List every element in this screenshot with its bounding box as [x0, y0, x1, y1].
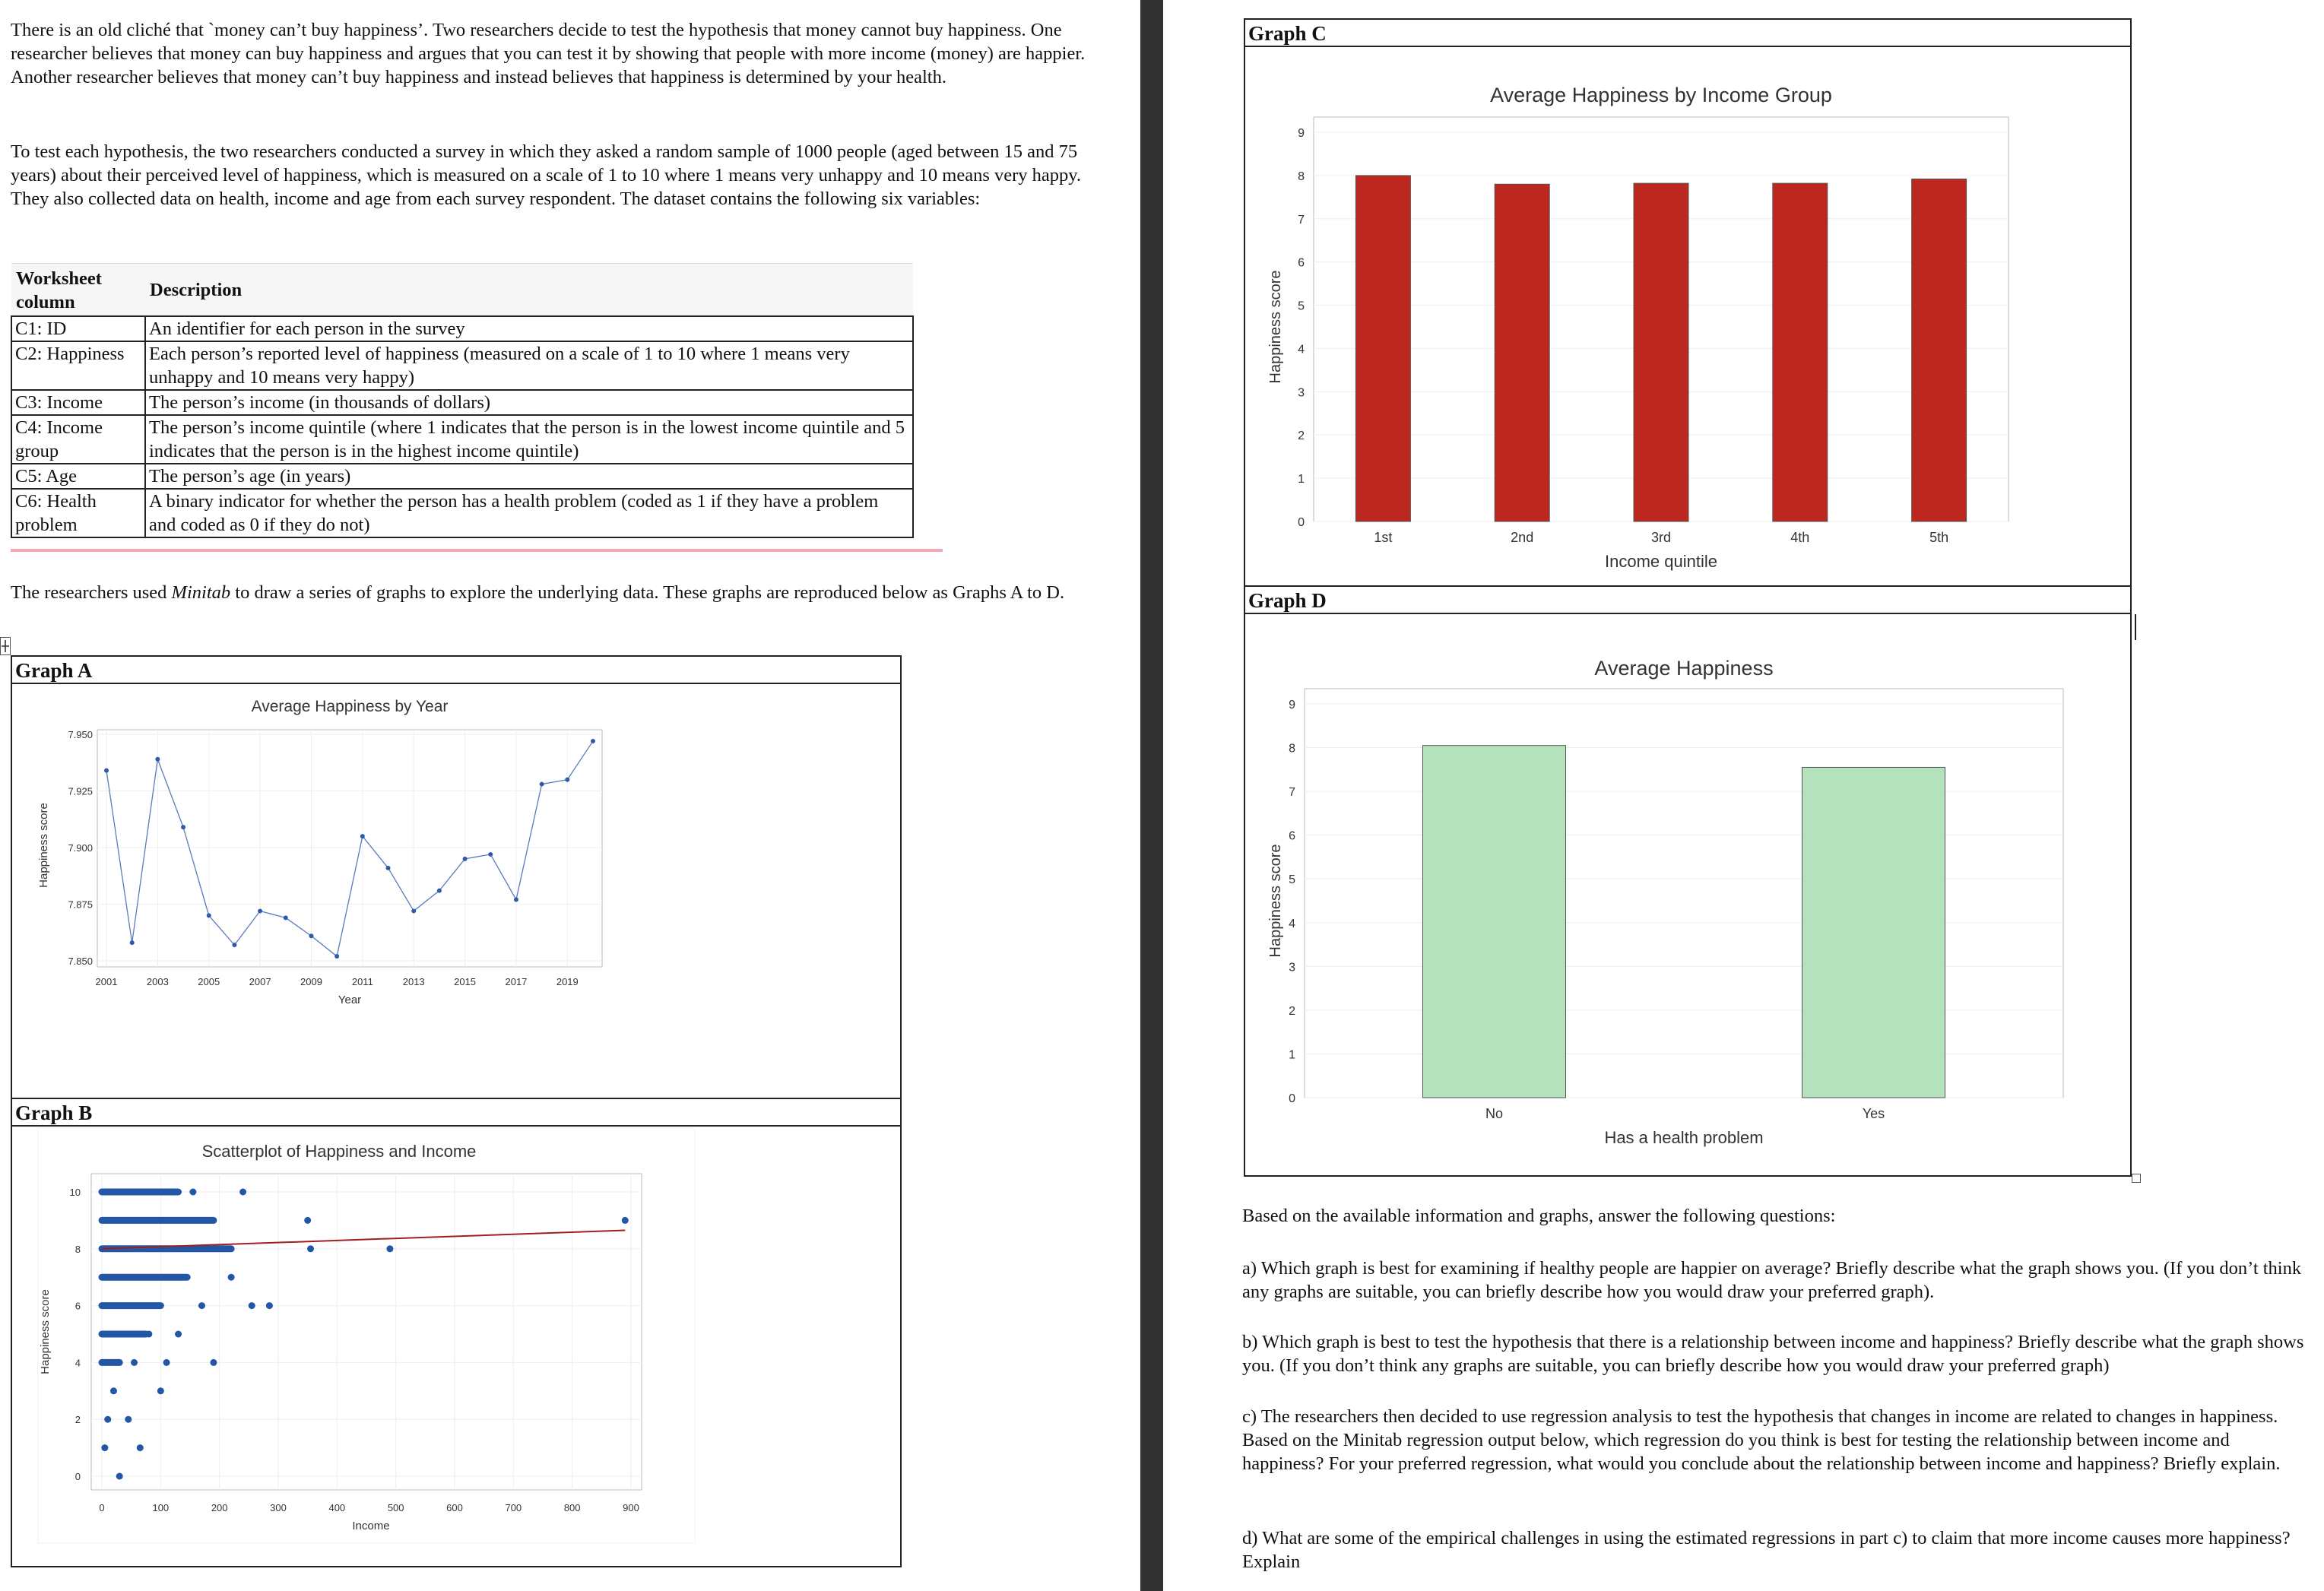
- data-point: [175, 1331, 182, 1338]
- data-point: [104, 769, 109, 773]
- y-tick-label: 7.875: [68, 899, 93, 911]
- y-tick-label: 9: [1298, 127, 1305, 140]
- data-point: [163, 1359, 170, 1366]
- data-point: [157, 1387, 164, 1394]
- resize-handle-icon[interactable]: [2132, 1174, 2141, 1183]
- y-tick-label: 3: [1298, 386, 1305, 400]
- x-tick-label: 800: [563, 1502, 581, 1513]
- y-tick-label: 0: [1298, 516, 1305, 529]
- y-tick-label: 5: [1298, 300, 1305, 313]
- table-cell-description: An identifier for each person in the survey: [145, 316, 913, 341]
- data-point: [284, 915, 288, 920]
- data-point: [514, 898, 518, 902]
- graph-d-label: Graph D: [1245, 587, 2130, 614]
- graph-a-frame: [11, 655, 902, 1099]
- question-c: c) The researchers then decided to use regression analysis to test the hypothesis that changes in income are related to changes in happiness. Based on the Minitab regression output below, which regression do you think is best for testing the relationship between income and happiness? For your preferred regression, what would you conclude about the relationship between income and happiness? Briefly explain.: [1242, 1406, 2281, 1474]
- data-point: [565, 778, 569, 782]
- data-point: [207, 913, 211, 918]
- y-tick-label: 2: [1298, 429, 1305, 443]
- x-tick-label: 2005: [198, 976, 220, 987]
- table-row: [11, 390, 913, 415]
- x-tick-label: 3rd: [1650, 530, 1672, 545]
- x-tick-label: No: [1485, 1106, 1504, 1121]
- data-point: [145, 1331, 152, 1338]
- x-tick-label: 2003: [146, 976, 169, 987]
- x-tick-label: 5th: [1929, 530, 1949, 545]
- x-axis-label: Income quintile: [1605, 552, 1717, 571]
- data-point: [304, 1217, 311, 1224]
- x-tick-label: 300: [270, 1502, 287, 1513]
- chart-title: Average Happiness: [1594, 657, 1774, 680]
- data-point: [181, 825, 185, 829]
- table-row: [11, 316, 913, 341]
- y-tick-label: 6: [1289, 829, 1295, 843]
- table-header-column: Worksheet column: [11, 264, 145, 317]
- x-tick-label: 700: [505, 1502, 522, 1513]
- chart-title: Average Happiness by Income Group: [1490, 84, 1832, 106]
- data-point: [104, 1416, 111, 1423]
- worksheet-table: [11, 263, 914, 538]
- x-axis-label: Has a health problem: [1604, 1128, 1764, 1147]
- data-point: [101, 1444, 108, 1451]
- graph-a-chart: [12, 684, 900, 1098]
- question-d: d) What are some of the empirical challenges in using the estimated regressions in part c) to claim that more income causes more happiness? Explain: [1242, 1528, 2291, 1572]
- bar: [1423, 746, 1566, 1098]
- y-tick-label: 6: [75, 1300, 81, 1312]
- y-tick-label: 7.850: [68, 956, 93, 967]
- y-tick-label: 7.900: [68, 842, 93, 854]
- table-cell-description: The person’s income (in thousands of dollars): [145, 390, 913, 415]
- data-point: [437, 889, 442, 893]
- x-axis-label: Year: [338, 994, 362, 1006]
- graph-c-label: Graph C: [1245, 20, 2130, 47]
- questions-intro: Based on the available information and graphs, answer the following questions:: [1242, 1206, 1836, 1226]
- intro-paragraph-1: [11, 18, 1090, 89]
- data-point: [130, 940, 135, 945]
- data-point: [386, 1245, 393, 1252]
- y-axis-label: Happiness score: [37, 803, 50, 888]
- graph-a-label: Graph A: [12, 657, 900, 684]
- x-tick-label: 2007: [249, 976, 271, 987]
- data-point: [622, 1217, 629, 1224]
- y-axis-label: Happiness score: [1267, 270, 1284, 384]
- x-tick-label: 1st: [1374, 530, 1393, 545]
- x-axis-label: Income: [352, 1520, 390, 1532]
- table-cell-column: C1: ID: [11, 316, 145, 341]
- y-tick-label: 0: [1289, 1092, 1295, 1105]
- question-b: b) Which graph is best to test the hypothesis that there is a relationship between income and happiness? Briefly describe what the graph shows you. (If you don’t think any graphs are suitable, you can briefly describe how you would draw your preferred graph): [1242, 1332, 2304, 1376]
- y-tick-label: 9: [1289, 699, 1295, 712]
- plot-area: [1305, 689, 2063, 1098]
- table-cell-description: Each person’s reported level of happiness (measured on a scale of 1 to 10 where 1 means very unhappy and 10 means very happy): [145, 341, 913, 390]
- data-point: [360, 834, 365, 838]
- x-tick-label: Yes: [1862, 1106, 1885, 1121]
- intro-p1-text: There is an old cliché that `money can’t buy happiness’. Two researchers decide to test the hypothesis that money cannot buy happiness. One researcher believes that money can buy happiness and argues that you can test it by showing that people with more income (money) are happier. Another researcher believes that money can’t buy happiness and instead believes that happiness is determined by your health.: [11, 20, 1086, 87]
- data-point: [488, 852, 493, 857]
- p3-part-b: to draw a series of graphs to explore the underlying data. These graphs are reproduced below as Graphs A to D.: [230, 582, 1065, 603]
- x-tick-label: 2019: [556, 976, 579, 987]
- data-point: [131, 1359, 138, 1366]
- bar: [1912, 179, 1967, 521]
- y-tick-label: 0: [75, 1471, 81, 1482]
- plot-area: [97, 730, 602, 967]
- intro-paragraph-3: [11, 581, 1090, 604]
- y-tick-label: 6: [1298, 256, 1305, 270]
- data-point: [334, 954, 339, 959]
- data-point: [198, 1302, 205, 1309]
- y-axis-label: Happiness score: [39, 1289, 52, 1374]
- data-point: [411, 908, 416, 913]
- x-tick-label: 500: [387, 1502, 404, 1513]
- data-point: [228, 1274, 235, 1281]
- y-axis-label: Happiness score: [1267, 844, 1284, 958]
- intro-p2-text: To test each hypothesis, the two researchers conducted a survey in which they asked a random sample of 1000 people (aged between 15 and 75 years) about their perceived level of happiness, which is measured on a scale of 1 to 10 where 1 means very unhappy and 10 means very happy. They also collected data on health, income and age from each survey respondent. The dataset contains the following six variables:: [11, 141, 1082, 209]
- y-tick-label: 5: [1289, 873, 1295, 887]
- table-cell-column: C3: Income: [11, 390, 145, 415]
- data-point: [137, 1444, 144, 1451]
- data-point: [591, 739, 595, 743]
- data-point: [266, 1302, 273, 1309]
- graph-d-chart: [1245, 614, 2130, 1175]
- bar: [1355, 176, 1410, 521]
- y-tick-label: 8: [1298, 170, 1305, 183]
- data-point: [309, 933, 313, 938]
- x-tick-label: 2nd: [1511, 530, 1534, 545]
- bar: [1773, 183, 1828, 521]
- table-row: [11, 415, 913, 464]
- x-tick-label: 100: [152, 1502, 170, 1513]
- data-point: [155, 757, 160, 762]
- spellcheck-underline: [11, 549, 943, 552]
- data-point: [258, 908, 262, 913]
- bar: [1495, 184, 1549, 521]
- data-point: [189, 1189, 196, 1196]
- table-cell-column: C5: Age: [11, 464, 145, 489]
- table-cell-description: The person’s age (in years): [145, 464, 913, 489]
- y-tick-label: 10: [69, 1187, 81, 1198]
- y-tick-label: 7: [1289, 786, 1295, 800]
- y-tick-label: 7.925: [68, 785, 93, 797]
- minitab-word: Minitab: [171, 582, 231, 603]
- data-point: [239, 1189, 246, 1196]
- y-tick-label: 4: [75, 1357, 81, 1369]
- y-tick-label: 3: [1289, 961, 1295, 975]
- y-tick-label: 7.950: [68, 729, 93, 740]
- table-cell-column: C6: Health problem: [11, 489, 145, 537]
- x-tick-label: 2009: [300, 976, 322, 987]
- graph-b-frame: [11, 1098, 902, 1567]
- chart-title: Scatterplot of Happiness and Income: [201, 1142, 477, 1161]
- table-cell-column: C2: Happiness: [11, 341, 145, 390]
- y-tick-label: 4: [1289, 917, 1295, 930]
- y-tick-label: 1: [1298, 473, 1305, 486]
- data-point: [386, 866, 391, 870]
- y-tick-label: 8: [75, 1243, 81, 1255]
- graph-c-frame: [1244, 18, 2132, 588]
- data-point: [540, 782, 544, 787]
- x-tick-label: 2015: [454, 976, 477, 987]
- table-row: [11, 341, 913, 390]
- y-tick-label: 1: [1289, 1048, 1295, 1062]
- x-tick-label: 4th: [1790, 530, 1810, 545]
- bar: [1634, 183, 1688, 521]
- table-move-handle-icon[interactable]: [0, 637, 11, 655]
- y-tick-label: 8: [1289, 742, 1295, 756]
- table-header-row: [11, 264, 913, 317]
- x-tick-label: 0: [99, 1502, 105, 1513]
- graph-b-chart: [12, 1127, 900, 1566]
- table-cell-description: A binary indicator for whether the person has a health problem (coded as 1 if they have a problem and coded as 0 if they do not): [145, 489, 913, 537]
- x-tick-label: 200: [211, 1502, 228, 1513]
- data-point: [463, 857, 468, 861]
- data-point: [249, 1302, 255, 1309]
- y-tick-label: 2: [1289, 1004, 1295, 1018]
- data-point: [307, 1245, 314, 1252]
- y-tick-label: 4: [1298, 343, 1305, 357]
- question-a: a) Which graph is best for examining if healthy people are happier on average? Briefly describe what the graph shows you. (If you don’t think any graphs are suitable, you can briefly describe how you would draw your preferred graph).: [1242, 1258, 2302, 1302]
- x-tick-label: 2001: [95, 976, 118, 987]
- table-cell-description: The person’s income quintile (where 1 indicates that the person is in the lowest income quintile and 5 indicates that the person is in the highest income quintile): [145, 415, 913, 464]
- graph-d-frame: [1244, 585, 2132, 1177]
- data-point: [110, 1387, 117, 1394]
- data-point: [116, 1473, 123, 1480]
- intro-paragraph-2: [11, 140, 1090, 211]
- chart-title: Average Happiness by Year: [251, 698, 449, 715]
- page-divider: [1140, 0, 1163, 1591]
- y-tick-label: 2: [75, 1414, 81, 1426]
- x-tick-label: 600: [446, 1502, 463, 1513]
- data-point: [125, 1416, 132, 1423]
- table-cell-column: C4: Income group: [11, 415, 145, 464]
- x-tick-label: 2017: [505, 976, 528, 987]
- table-header-description: Description: [145, 264, 913, 317]
- x-tick-label: 2013: [402, 976, 425, 987]
- x-tick-label: 2011: [351, 976, 373, 987]
- data-point: [210, 1359, 217, 1366]
- text-cursor: [2135, 614, 2136, 640]
- data-point: [232, 943, 236, 947]
- table-row: [11, 464, 913, 489]
- y-tick-label: 7: [1298, 213, 1305, 227]
- graph-c-chart: [1245, 47, 2130, 587]
- table-row: [11, 489, 913, 537]
- x-tick-label: 900: [623, 1502, 639, 1513]
- intro-p3-text: [11, 581, 1090, 604]
- x-tick-label: 400: [328, 1502, 346, 1513]
- p3-part-a: The researchers used: [11, 582, 172, 603]
- bar: [1802, 767, 1945, 1098]
- graph-b-label: Graph B: [12, 1099, 900, 1127]
